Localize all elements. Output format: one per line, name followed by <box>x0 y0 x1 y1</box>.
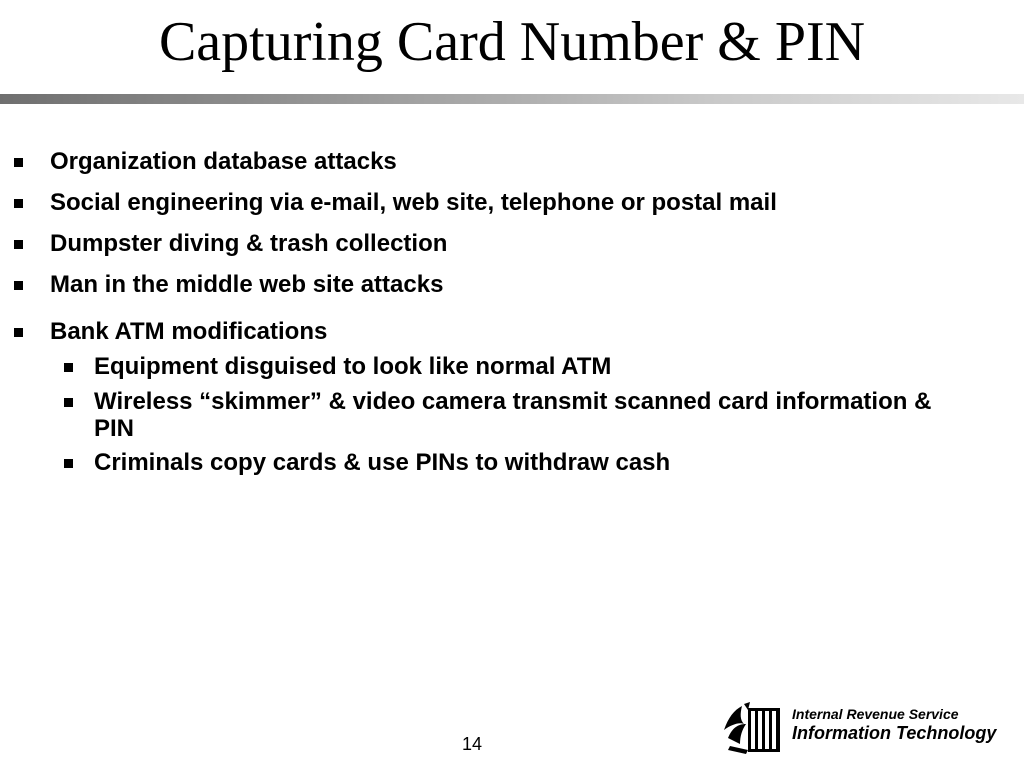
irs-eagle-icon <box>720 700 782 756</box>
logo-line-1: Internal Revenue Service <box>792 706 959 722</box>
bullet-item <box>50 318 327 345</box>
bullet-text: Criminals copy cards & use PINs to withdraw cash <box>94 449 671 476</box>
logo-text <box>792 706 996 744</box>
bullet-item <box>50 189 777 216</box>
bullet-text: Equipment disguised to look like normal ATM <box>94 353 612 380</box>
bullet-text: Man in the middle web site attacks <box>50 271 444 298</box>
square-bullet-icon <box>14 158 23 167</box>
square-bullet-icon <box>14 328 23 337</box>
sub-bullet-item <box>94 353 611 380</box>
bullet-item <box>50 148 397 175</box>
square-bullet-icon <box>64 459 73 468</box>
sub-bullet-item <box>94 449 670 476</box>
square-bullet-icon <box>14 240 23 249</box>
bullet-item <box>50 271 443 298</box>
bullet-text: Dumpster diving & trash collection <box>50 230 448 257</box>
square-bullet-icon <box>14 199 23 208</box>
square-bullet-icon <box>14 281 23 290</box>
page-number: 14 <box>462 734 483 754</box>
bullet-text: Bank ATM modifications <box>50 318 328 345</box>
bullet-text: Social engineering via e-mail, web site, telephone or postal mail <box>50 189 777 216</box>
bullet-item <box>50 230 447 257</box>
irs-logo <box>720 700 997 760</box>
bullet-text: Organization database attacks <box>50 148 397 175</box>
square-bullet-icon <box>64 398 73 407</box>
bullet-text: Wireless “skimmer” & video camera transmit scanned card information & PIN <box>94 388 932 442</box>
sub-bullet-item <box>94 388 974 442</box>
slide-title: Capturing Card Number & PIN <box>158 11 866 73</box>
logo-line-2: Information Technology <box>792 723 997 743</box>
square-bullet-icon <box>64 363 73 372</box>
